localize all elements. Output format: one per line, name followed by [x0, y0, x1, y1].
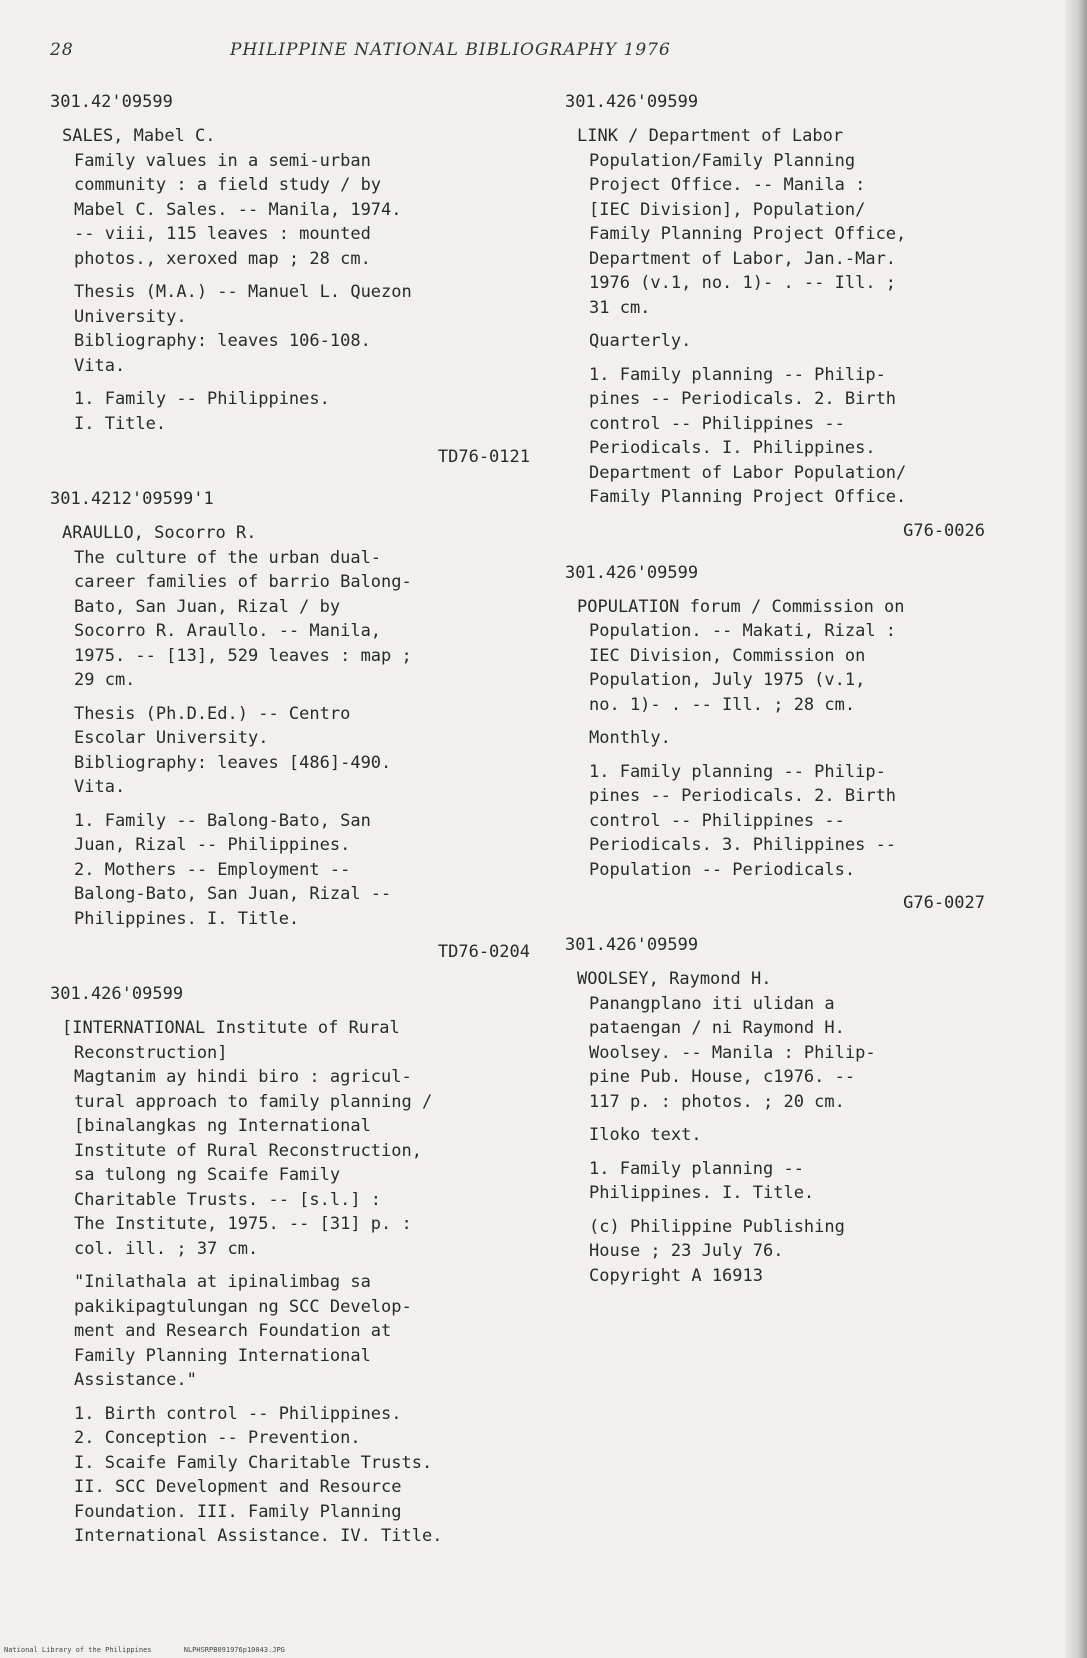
entry-paragraph: [577, 329, 985, 354]
catalog-entry: [565, 92, 985, 543]
entry-author: ARAULLO, Socorro R.: [62, 523, 257, 543]
entry-line: Socorro R. Araullo. -- Manila,: [74, 621, 382, 641]
entry-body: [565, 124, 985, 510]
entry-line: control -- Philippines --: [589, 810, 845, 831]
call-number: 301.4212'09599'1: [50, 489, 214, 509]
entry-line: sa tulong ng Scaife Family: [74, 1165, 341, 1185]
entry-author: POPULATION forum / Commission on: [577, 596, 905, 617]
entry-paragraph: [577, 1157, 985, 1206]
entry-paragraph: [62, 546, 530, 693]
running-title: PHILIPPINE NATIONAL BIBLIOGRAPHY 1976: [230, 40, 671, 60]
entry-line: Mabel C. Sales. -- Manila, 1974.: [74, 199, 402, 220]
entry-paragraph: [62, 387, 530, 436]
entry-line: (c) Philippine Publishing: [589, 1216, 845, 1237]
left-column: [50, 92, 530, 1569]
catalog-entry: [50, 92, 530, 469]
entry-line: Family Planning Project Office.: [589, 487, 907, 507]
entry-line: Family values in a semi-urban: [74, 150, 371, 171]
scan-footer: [4, 1646, 313, 1654]
entry-line: Department of Labor Population/: [589, 462, 907, 483]
entry-line: "Inilathala at ipinalimbag sa: [74, 1272, 371, 1292]
entry-line: IEC Division, Commission on: [589, 645, 866, 666]
entry-line: House ; 23 July 76.: [589, 1241, 784, 1261]
entry-line: Vita.: [74, 777, 126, 797]
control-number: TD76-0204: [437, 942, 530, 962]
entry-line: [binalangkas ng International: [74, 1116, 371, 1136]
entry-author: [INTERNATIONAL Institute of Rural: [62, 1018, 400, 1038]
entry-line: Population. -- Makati, Rizal :: [589, 621, 897, 641]
entry-line: Foundation. III. Family Planning: [74, 1501, 402, 1522]
entry-line: Project Office. -- Manila :: [589, 175, 866, 195]
entry-line: Quarterly.: [589, 331, 692, 351]
entry-line: The Institute, 1975. -- [31] p. :: [74, 1214, 412, 1234]
entry-line: I. Scaife Family Charitable Trusts.: [74, 1452, 433, 1473]
control-number: G76-0026: [903, 520, 985, 541]
entry-line: Assistance.": [74, 1370, 197, 1390]
entry-line: 1. Family planning -- Philip-: [589, 761, 886, 782]
entry-line: Family Planning International: [74, 1345, 371, 1366]
entry-body: [50, 1016, 530, 1549]
entry-line: II. SCC Development and Resource: [74, 1477, 402, 1497]
entry-line: 1. Family -- Philippines.: [74, 389, 330, 409]
control-number: TD76-0121: [437, 447, 530, 467]
entry-paragraph: [62, 280, 530, 378]
entry-line: Escolar University.: [74, 728, 269, 748]
entry-line: 1. Family planning -- Philip-: [589, 364, 886, 385]
entry-line: 1. Birth control -- Philippines.: [74, 1403, 402, 1424]
entry-paragraph: [577, 1215, 985, 1289]
footer-file: NLPHSRPB091976p10043.JPG: [183, 1646, 285, 1654]
entry-line: pine Pub. House, c1976. --: [589, 1067, 856, 1087]
entry-paragraph: [577, 149, 985, 321]
entry-line: Iloko text.: [589, 1125, 702, 1145]
entry-line: pines -- Periodicals. 2. Birth: [589, 786, 897, 806]
entry-line: The culture of the urban dual-: [74, 547, 382, 568]
entry-line: no. 1)- . -- Ill. ; 28 cm.: [589, 694, 856, 715]
entry-line: 2. Conception -- Prevention.: [74, 1428, 361, 1448]
entry-line: photos., xeroxed map ; 28 cm.: [74, 248, 371, 269]
entry-paragraph: [577, 363, 985, 510]
entry-line: 1. Family planning --: [589, 1158, 804, 1179]
entry-line: Reconstruction]: [74, 1042, 228, 1063]
entry-line: Thesis (M.A.) -- Manuel L. Quezon: [74, 282, 412, 302]
entry-line: Population, July 1975 (v.1,: [589, 670, 866, 690]
entry-line: Monthly.: [589, 728, 671, 748]
entry-line: Population -- Periodicals.: [589, 859, 856, 880]
catalog-entry: [565, 563, 985, 916]
entry-line: [IEC Division], Population/: [589, 199, 866, 220]
entry-line: Magtanim ay hindi biro : agricul-: [74, 1067, 412, 1087]
entry-paragraph: [62, 1270, 530, 1393]
entry-line: pataengan / ni Raymond H.: [589, 1018, 845, 1038]
entry-line: tural approach to family planning /: [74, 1091, 433, 1112]
entry-paragraph: [62, 1041, 530, 1262]
entry-paragraph: [62, 809, 530, 932]
catalog-entry: [565, 935, 985, 1288]
call-number: 301.426'09599: [565, 935, 699, 955]
page-edge-shadow: [1065, 0, 1087, 1658]
entry-body: [50, 521, 530, 931]
entry-paragraph: [62, 149, 530, 272]
entry-line: Copyright A 16913: [589, 1265, 763, 1286]
call-number: 301.426'09599: [565, 562, 699, 583]
entry-line: Periodicals. I. Philippines.: [589, 438, 876, 458]
entry-line: Population/Family Planning: [589, 150, 856, 171]
call-number: 301.42'09599: [50, 92, 173, 112]
entry-line: -- viii, 115 leaves : mounted: [74, 224, 371, 244]
entry-line: Philippines. I. Title.: [74, 908, 300, 929]
entry-line: University.: [74, 306, 187, 327]
entry-line: Philippines. I. Title.: [589, 1183, 815, 1203]
entry-paragraph: [62, 702, 530, 800]
footer-library: National Library of the Philippines: [4, 1646, 152, 1654]
entry-line: 1. Family -- Balong-Bato, San: [74, 810, 371, 831]
entry-line: ment and Research Foundation at: [74, 1321, 392, 1341]
entry-line: pakikipagtulungan ng SCC Develop-: [74, 1296, 412, 1317]
entry-line: Thesis (Ph.D.Ed.) -- Centro: [74, 703, 351, 724]
call-number: 301.426'09599: [565, 92, 699, 112]
entry-line: community : a field study / by: [74, 175, 382, 195]
entry-line: Periodicals. 3. Philippines --: [589, 835, 897, 855]
entry-paragraph: [577, 992, 985, 1115]
entry-line: 31 cm.: [589, 297, 651, 318]
entry-line: Bibliography: leaves [486]-490.: [74, 752, 392, 773]
right-column: [565, 92, 985, 1308]
entry-line: Institute of Rural Reconstruction,: [74, 1140, 422, 1161]
entry-paragraph: [577, 760, 985, 883]
entry-paragraph: [62, 1402, 530, 1549]
catalog-entry: [50, 984, 530, 1549]
entry-line: 2. Mothers -- Employment --: [74, 859, 351, 880]
entry-body: [565, 967, 985, 1288]
entry-line: Balong-Bato, San Juan, Rizal --: [74, 884, 392, 904]
entry-line: Department of Labor, Jan.-Mar.: [589, 248, 897, 269]
entry-line: International Assistance. IV. Title.: [74, 1526, 443, 1546]
entry-line: Panangplano iti ulidan a: [589, 993, 835, 1014]
entry-line: pines -- Periodicals. 2. Birth: [589, 389, 897, 409]
entry-line: Vita.: [74, 355, 126, 376]
entry-line: Juan, Rizal -- Philippines.: [74, 835, 351, 855]
entry-line: Woolsey. -- Manila : Philip-: [589, 1042, 876, 1063]
entry-line: Family Planning Project Office,: [589, 224, 907, 244]
entry-line: 1975. -- [13], 529 leaves : map ;: [74, 645, 412, 666]
entry-line: col. ill. ; 37 cm.: [74, 1238, 259, 1259]
call-number: 301.426'09599: [50, 984, 184, 1004]
entry-line: Bato, San Juan, Rizal / by: [74, 596, 341, 617]
entry-line: control -- Philippines --: [589, 413, 845, 434]
entry-line: 1976 (v.1, no. 1)- . -- Ill. ;: [589, 273, 897, 293]
entry-paragraph: [577, 619, 985, 717]
entry-line: I. Title.: [74, 413, 167, 434]
page-number: 28: [50, 40, 74, 60]
entry-line: 117 p. : photos. ; 20 cm.: [589, 1091, 845, 1112]
entry-line: 29 cm.: [74, 670, 136, 690]
entry-paragraph: [577, 1123, 985, 1148]
entry-body: [565, 595, 985, 883]
entry-line: Bibliography: leaves 106-108.: [74, 331, 371, 351]
entry-body: [50, 124, 530, 436]
catalog-entry: [50, 489, 530, 964]
entry-paragraph: [577, 726, 985, 751]
entry-line: Charitable Trusts. -- [s.l.] :: [74, 1189, 382, 1210]
entry-author: SALES, Mabel C.: [62, 126, 216, 146]
entry-author: WOOLSEY, Raymond H.: [577, 969, 772, 989]
entry-author: LINK / Department of Labor: [577, 126, 844, 146]
control-number: G76-0027: [903, 893, 985, 913]
entry-line: career families of barrio Balong-: [74, 572, 412, 592]
